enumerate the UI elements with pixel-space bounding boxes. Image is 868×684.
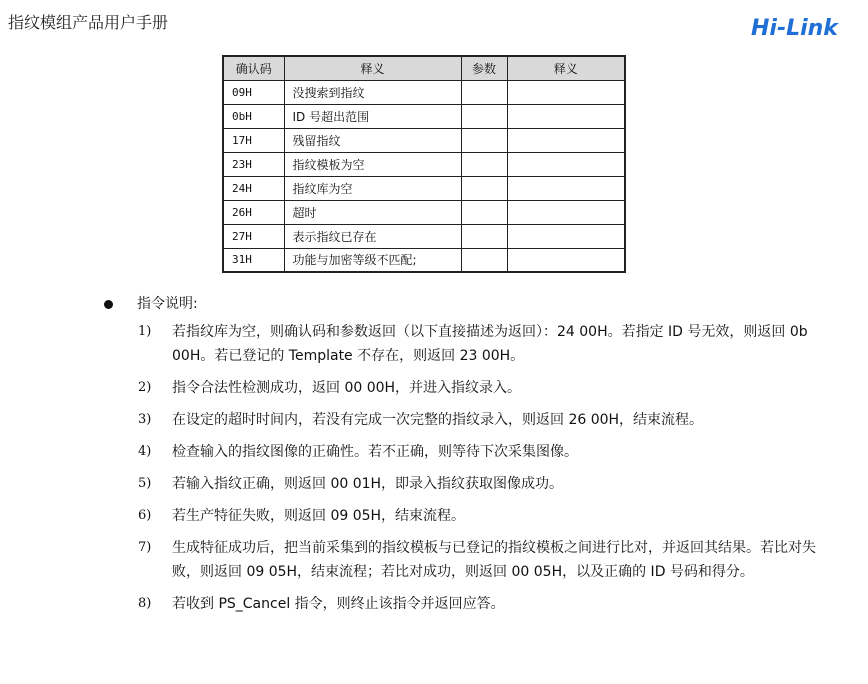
instruction-section [94, 292, 834, 624]
code-cell: 26H [223, 200, 284, 224]
desc2-cell [507, 152, 625, 176]
code-cell: 27H [223, 224, 284, 248]
desc2-cell [507, 200, 625, 224]
item-text: 在设定的超时时间内，若没有完成一次完整的指纹录入，则返回 26 00H，结束流程。 [172, 412, 704, 428]
table-row [223, 128, 625, 152]
item-number: 6) [138, 508, 152, 523]
item-text: 若收到 PS_Cancel 指令，则终止该指令并返回应答。 [172, 596, 505, 612]
item-number: 8) [138, 596, 152, 611]
param-cell [461, 152, 507, 176]
param-cell [461, 248, 507, 272]
confirmation-code-table [222, 55, 626, 273]
desc2-cell [507, 224, 625, 248]
desc2-cell [507, 80, 625, 104]
table-row [223, 248, 625, 272]
code-cell: 09H [223, 80, 284, 104]
desc2-cell [507, 248, 625, 272]
code-cell: 31H [223, 248, 284, 272]
item-text: 检查输入的指纹图像的正确性。若不正确，则等待下次采集图像。 [172, 444, 578, 460]
bullet-icon [104, 300, 113, 309]
page-header-title: 指纹模组产品用户手册 [8, 13, 169, 32]
header-description-2: 释义 [507, 56, 625, 80]
item-text: 若输入指纹正确，则返回 00 01H，即录入指纹获取图像成功。 [172, 476, 564, 492]
table-row [223, 200, 625, 224]
desc-cell: 没搜索到指纹 [284, 80, 461, 104]
header-description: 释义 [284, 56, 461, 80]
list-item [94, 320, 834, 368]
list-item [94, 440, 834, 464]
item-text: 若生产特征失败，则返回 09 05H，结束流程。 [172, 508, 466, 524]
item-number: 2) [138, 380, 152, 395]
code-cell: 23H [223, 152, 284, 176]
table-header-row [223, 56, 625, 80]
desc2-cell [507, 128, 625, 152]
table-row [223, 80, 625, 104]
instruction-heading-row [94, 292, 834, 316]
header-confirm-code: 确认码 [223, 56, 284, 80]
instruction-list [94, 320, 834, 616]
table-row [223, 176, 625, 200]
item-text: 若指纹库为空，则确认码和参数返回（以下直接描述为返回）：24 00H。若指定 ID 号无效，则返回 0b 00H。若已登记的 Template 不存在，则返回 23 00H。 [172, 324, 808, 364]
desc2-cell [507, 104, 625, 128]
list-item [94, 376, 834, 400]
hi-link-logo [749, 12, 841, 42]
item-number: 7) [138, 540, 152, 555]
item-number: 4) [138, 444, 152, 459]
code-cell: 0bH [223, 104, 284, 128]
param-cell [461, 224, 507, 248]
instruction-heading: 指令说明: [137, 296, 198, 312]
table-row [223, 224, 625, 248]
desc-cell: 功能与加密等级不匹配; [284, 248, 461, 272]
code-cell: 17H [223, 128, 284, 152]
header-parameter: 参数 [461, 56, 507, 80]
desc-cell: 指纹模板为空 [284, 152, 461, 176]
desc-cell: 超时 [284, 200, 461, 224]
list-item [94, 472, 834, 496]
desc-cell: 指纹库为空 [284, 176, 461, 200]
logo-text: Hi-Link [751, 16, 838, 41]
param-cell [461, 80, 507, 104]
table-row [223, 152, 625, 176]
desc2-cell [507, 176, 625, 200]
param-cell [461, 104, 507, 128]
param-cell [461, 128, 507, 152]
item-number: 3) [138, 412, 152, 427]
desc-cell: ID 号超出范围 [284, 104, 461, 128]
item-text: 生成特征成功后，把当前采集到的指纹模板与已登记的指纹模板之间进行比对，并返回其结果。若比对失败，则返回 09 05H，结束流程；若比对成功，则返回 00 05H，以及正确的 ID 号码和得分。 [172, 540, 816, 580]
item-number: 5) [138, 476, 152, 491]
list-item [94, 592, 834, 616]
list-item [94, 504, 834, 528]
table-row [223, 104, 625, 128]
desc-cell: 残留指纹 [284, 128, 461, 152]
desc-cell: 表示指纹已存在 [284, 224, 461, 248]
param-cell [461, 200, 507, 224]
item-text: 指令合法性检测成功，返回 00 00H，并进入指纹录入。 [172, 380, 522, 396]
list-item [94, 536, 834, 584]
list-item [94, 408, 834, 432]
param-cell [461, 176, 507, 200]
code-cell: 24H [223, 176, 284, 200]
item-number: 1) [138, 324, 152, 339]
